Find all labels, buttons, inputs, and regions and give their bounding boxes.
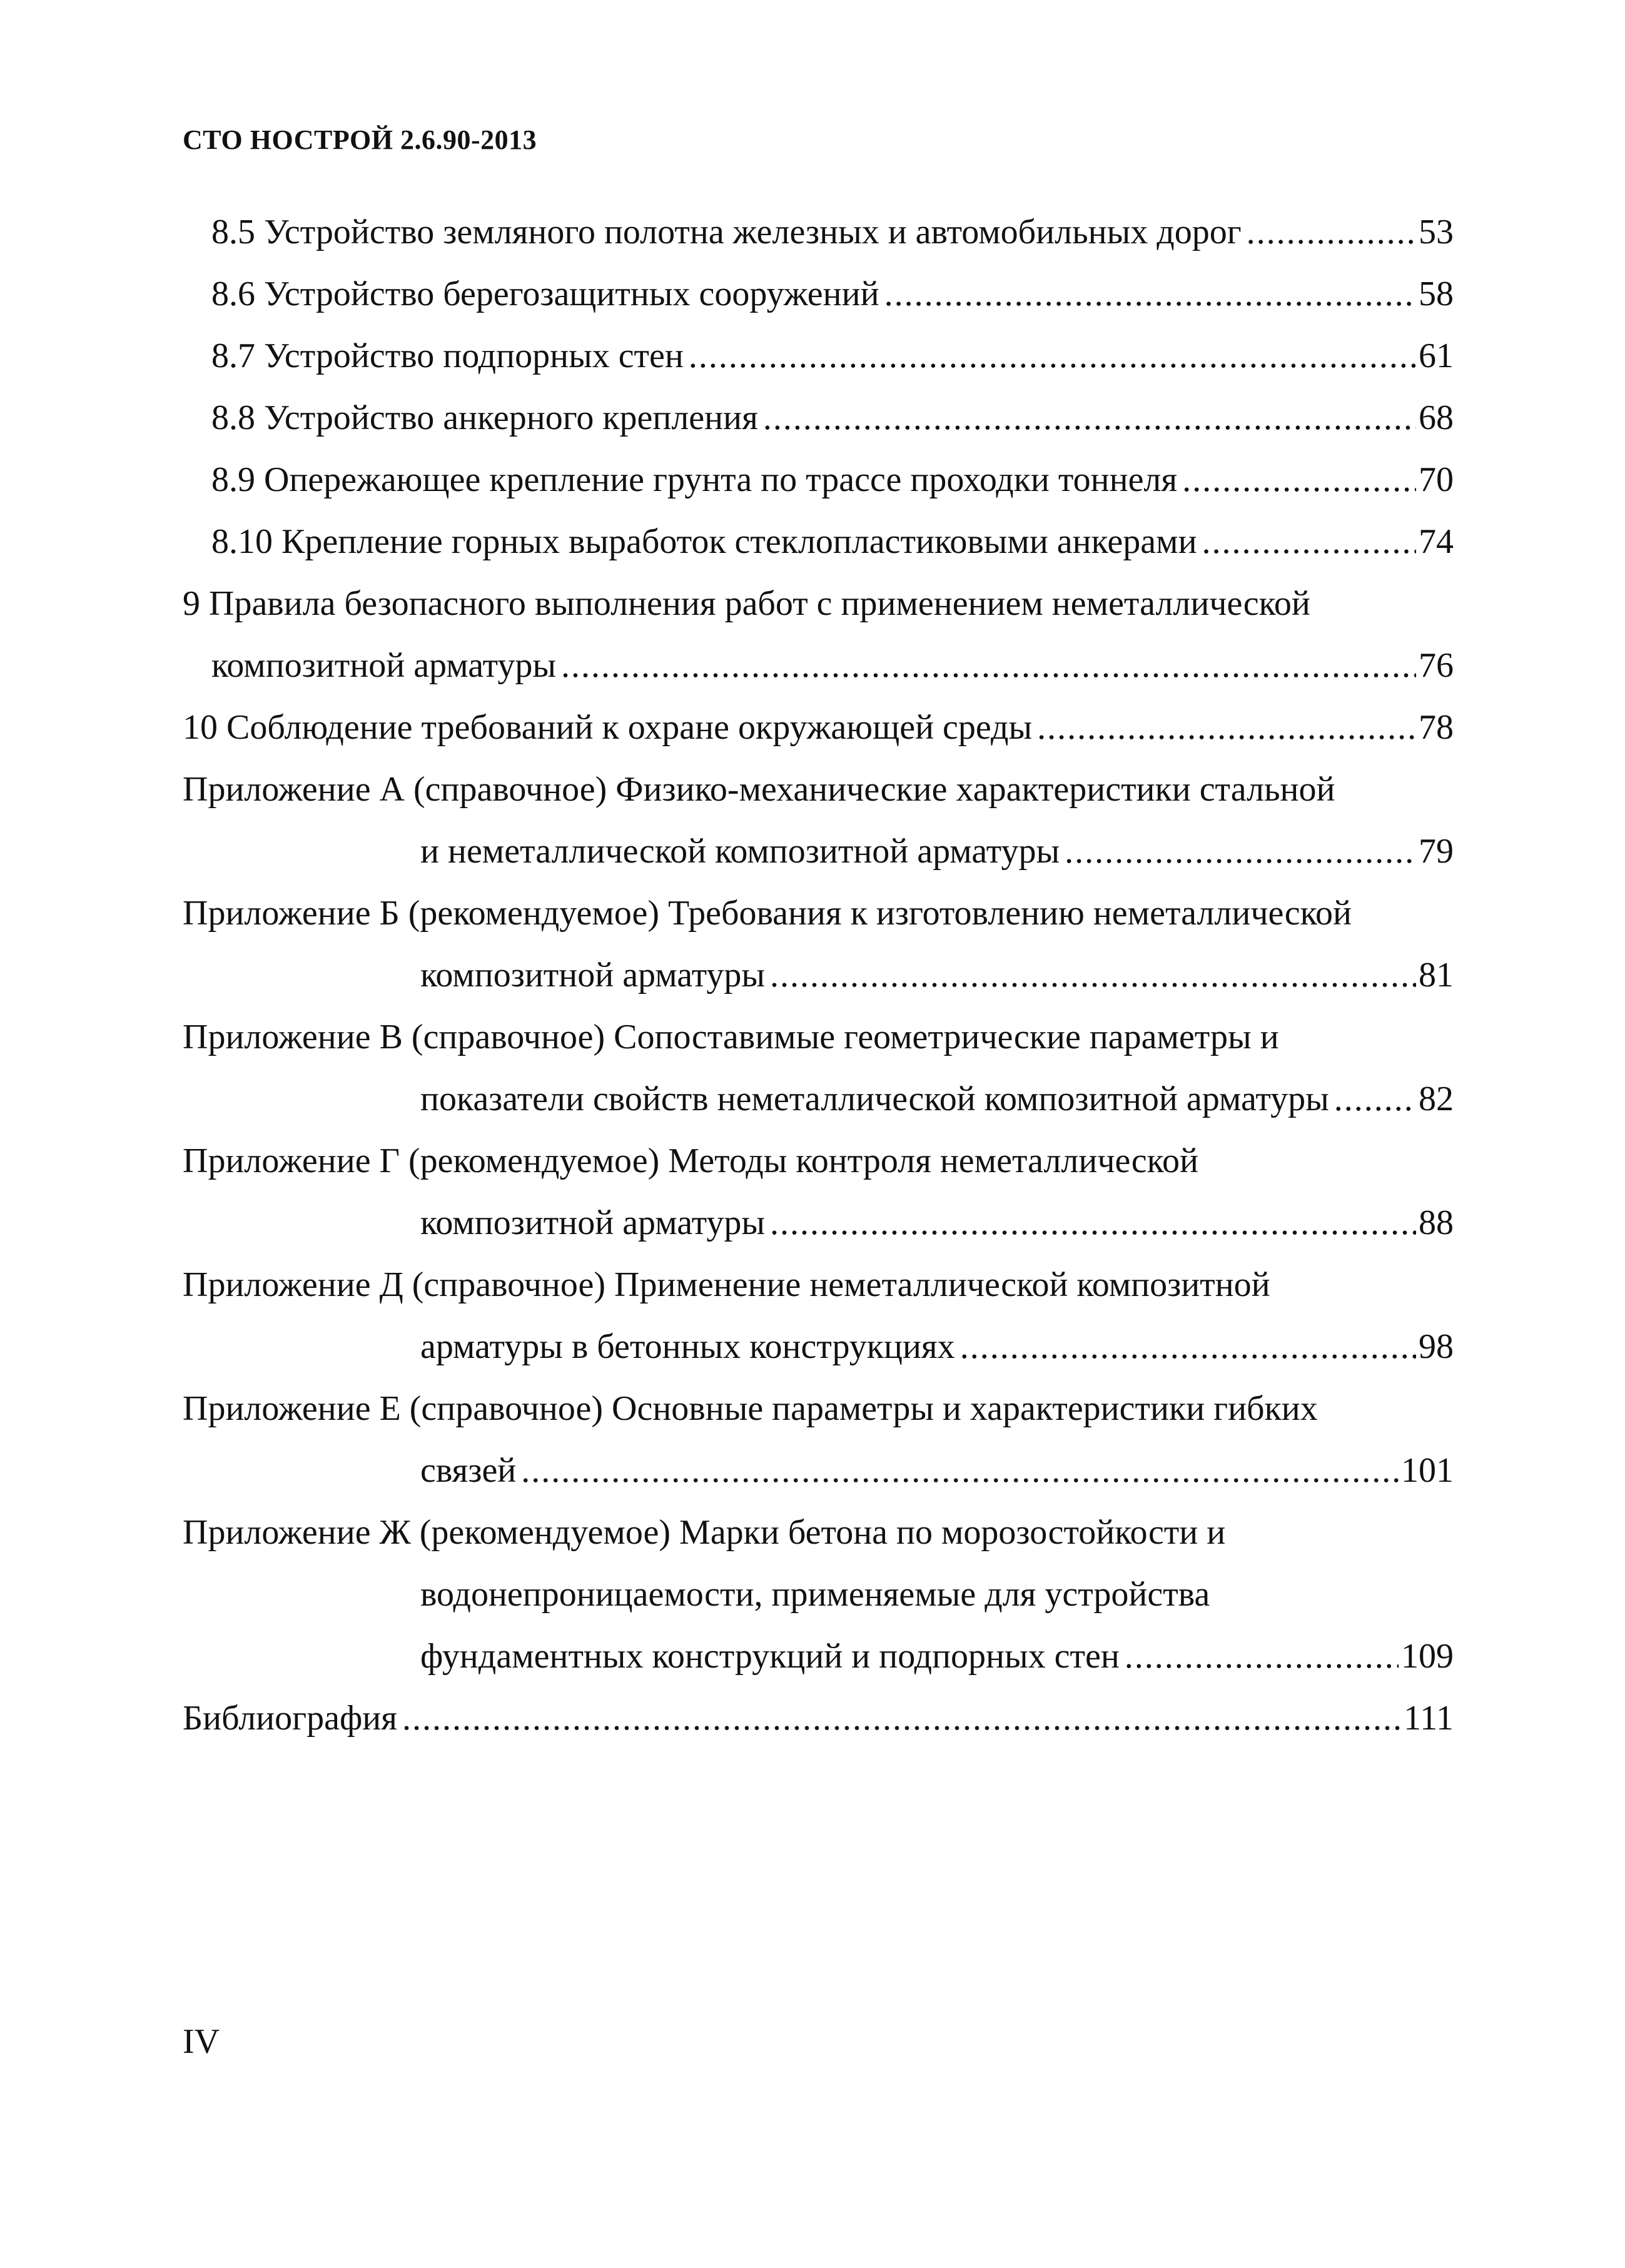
- toc-entry-title: Приложение В (справочное) Сопоставимые геометрические параметры и: [183, 1018, 1279, 1056]
- toc-entry-page: 101: [1401, 1451, 1454, 1490]
- toc-entry-continuation[interactable]: [183, 1068, 1454, 1130]
- toc-entry-page: 88: [1419, 1203, 1454, 1242]
- toc-entry-continuation[interactable]: [183, 1440, 1454, 1502]
- toc-entry-page: 79: [1419, 832, 1454, 871]
- toc-entry[interactable]: [183, 263, 1454, 325]
- toc-entry-title: и неметаллической композитной арматуры: [420, 832, 1060, 871]
- toc-leader: [1247, 201, 1416, 263]
- toc-entry-heading[interactable]: [183, 1130, 1454, 1192]
- toc-leader: [884, 263, 1416, 325]
- toc-leader: [1065, 821, 1416, 883]
- toc-leader: [689, 325, 1416, 387]
- toc-leader: [1037, 697, 1416, 759]
- toc-leader: [1202, 511, 1416, 573]
- toc-entry-title: композитной арматуры: [420, 956, 766, 995]
- toc-entry-title: Приложение Д (справочное) Применение неметаллической композитной: [183, 1265, 1270, 1304]
- toc-leader: [521, 1440, 1399, 1502]
- toc-entry-title: 10 Соблюдение требований к охране окружающей среды: [183, 708, 1033, 747]
- toc-entry-continuation[interactable]: [183, 821, 1454, 883]
- toc-entry-continuation[interactable]: [183, 1564, 1454, 1626]
- toc-leader: [402, 1688, 1401, 1749]
- toc-leader: [1182, 449, 1416, 511]
- toc-entry-page: 70: [1419, 460, 1454, 499]
- toc-entry-title: Приложение Е (справочное) Основные параметры и характеристики гибких: [183, 1389, 1318, 1428]
- toc-entry-continuation[interactable]: [183, 1626, 1454, 1688]
- toc-entry-heading[interactable]: [183, 573, 1454, 635]
- toc-entry-title: композитной арматуры: [211, 646, 557, 685]
- toc-entry-continuation[interactable]: [183, 635, 1454, 697]
- toc-entry-page: 81: [1419, 956, 1454, 995]
- toc-entry-title: связей: [420, 1451, 517, 1490]
- toc-entry-title: 8.9 Опережающее крепление грунта по трассе проходки тоннеля: [211, 460, 1178, 499]
- toc-entry-heading[interactable]: [183, 1254, 1454, 1316]
- toc-leader: [1334, 1068, 1416, 1130]
- toc-entry-title: Приложение Б (рекомендуемое) Требования к изготовлению неметаллической: [183, 894, 1352, 933]
- page-number: IV: [183, 2022, 220, 2061]
- toc-entry-page: 98: [1419, 1327, 1454, 1366]
- table-of-contents: [183, 201, 1454, 1749]
- toc-entry-page: 74: [1419, 522, 1454, 561]
- toc-entry-title: Библиография: [183, 1699, 397, 1738]
- toc-entry-title: фундаментных конструкций и подпорных стен: [420, 1637, 1120, 1676]
- toc-entry-title: 8.10 Крепление горных выработок стеклопластиковыми анкерами: [211, 522, 1197, 561]
- toc-entry-title: 8.7 Устройство подпорных стен: [211, 337, 684, 375]
- toc-entry-title: 8.5 Устройство земляного полотна железных и автомобильных дорог: [211, 213, 1242, 251]
- toc-entry-page: 82: [1419, 1080, 1454, 1118]
- toc-entry-page: 53: [1419, 213, 1454, 251]
- toc-entry-page: 78: [1419, 708, 1454, 747]
- toc-entry-continuation[interactable]: [183, 1192, 1454, 1254]
- toc-entry-title: Приложение А (справочное) Физико-механические характеристики стальной: [183, 770, 1335, 809]
- toc-entry-page: 76: [1419, 646, 1454, 685]
- toc-entry-heading[interactable]: [183, 1006, 1454, 1068]
- toc-entry-title: 8.8 Устройство анкерного крепления: [211, 398, 758, 437]
- toc-entry-title: арматуры в бетонных конструкциях: [420, 1327, 955, 1366]
- toc-entry-page: 68: [1419, 398, 1454, 437]
- toc-entry-continuation[interactable]: [183, 944, 1454, 1006]
- toc-entry-page: 58: [1419, 275, 1454, 313]
- toc-entry-heading[interactable]: [183, 759, 1454, 821]
- toc-entry[interactable]: [183, 697, 1454, 759]
- toc-leader: [960, 1316, 1416, 1378]
- toc-entry-page: 109: [1401, 1637, 1454, 1676]
- toc-leader: [763, 387, 1416, 449]
- toc-entry-continuation[interactable]: [183, 1316, 1454, 1378]
- toc-entry-heading[interactable]: [183, 1378, 1454, 1440]
- toc-entry[interactable]: [183, 387, 1454, 449]
- toc-entry[interactable]: [183, 201, 1454, 263]
- toc-entry[interactable]: [183, 1688, 1454, 1749]
- toc-leader: [770, 944, 1416, 1006]
- toc-entry[interactable]: [183, 325, 1454, 387]
- toc-entry[interactable]: [183, 511, 1454, 573]
- toc-leader: [561, 635, 1416, 697]
- toc-entry-title: 9 Правила безопасного выполнения работ с применением неметаллической: [183, 584, 1310, 623]
- toc-entry-title: композитной арматуры: [420, 1203, 766, 1242]
- toc-entry-title: Приложение Г (рекомендуемое) Методы контроля неметаллической: [183, 1142, 1198, 1180]
- toc-entry-title: Приложение Ж (рекомендуемое) Марки бетона по морозостойкости и: [183, 1513, 1226, 1552]
- toc-entry-page: 61: [1419, 337, 1454, 375]
- document-header: СТО НОСТРОЙ 2.6.90-2013: [183, 124, 537, 155]
- toc-entry[interactable]: [183, 449, 1454, 511]
- toc-leader: [1125, 1626, 1399, 1688]
- toc-entry-heading[interactable]: [183, 1502, 1454, 1564]
- toc-entry-page: 111: [1404, 1699, 1454, 1738]
- toc-entry-title: водонепроницаемости, применяемые для устройства: [420, 1575, 1210, 1614]
- toc-leader: [770, 1192, 1416, 1254]
- toc-entry-title: 8.6 Устройство берегозащитных сооружений: [211, 275, 879, 313]
- toc-entry-title: показатели свойств неметаллической композитной арматуры: [420, 1080, 1329, 1118]
- toc-entry-heading[interactable]: [183, 883, 1454, 944]
